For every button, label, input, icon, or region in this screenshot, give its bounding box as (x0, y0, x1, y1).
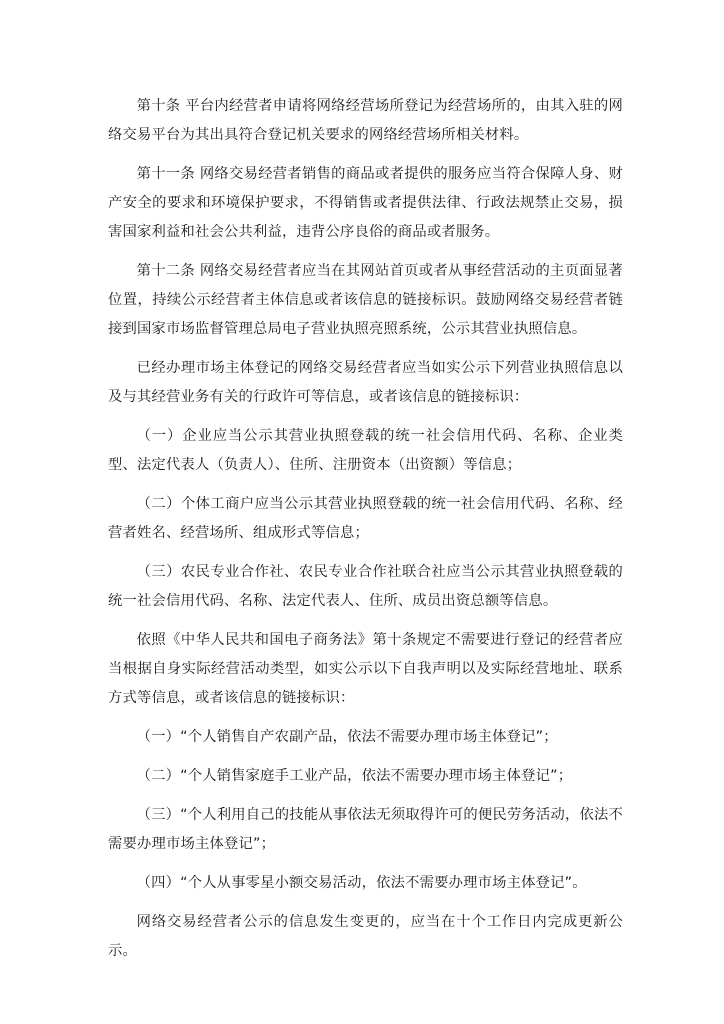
list-item-small-transactions: （四）“个人从事零星小额交易活动，依法不需要办理市场主体登记”。 (136, 875, 587, 891)
list-item-individual-business: （二）个体工商户应当公示其营业执照登载的统一社会信用代码、名称、经营者姓名、经营场所、组成形式等信息； (108, 496, 623, 541)
article-12-paragraph: 第十二条 网络交易经营者应当在其网站首页或者从事经营活动的主页面显著位置，持续公示经营者主体信息或者该信息的链接标识。鼓励网络交易经营者链接到国家市场监督管理总局电子营业执照亮照系统，公示其营业执照信息。 (108, 263, 623, 337)
registered-operator-paragraph: 已经办理市场主体登记的网络交易经营者应当如实公示下列营业执照信息以及与其经营业务有关的行政许可等信息，或者该信息的链接标识： (108, 360, 623, 405)
article-10-paragraph: 第十条 平台内经营者申请将网络经营场所登记为经营场所的，由其入驻的网络交易平台为其出具符合登记机关要求的网络经营场所相关材料。 (108, 98, 623, 143)
list-item-farm-products: （一）“个人销售自产农副产品，依法不需要办理市场主体登记”； (136, 729, 558, 745)
list-item-enterprise: （一）企业应当公示其营业执照登载的统一社会信用代码、名称、企业类型、法定代表人（负责人）、住所、注册资本（出资额）等信息； (108, 428, 623, 473)
list-item-labor-services: （三）“个人利用自己的技能从事依法无须取得许可的便民劳务活动，依法不需要办理市场主体登记”； (108, 807, 623, 852)
list-item-cooperative: （三）农民专业合作社、农民专业合作社联合社应当公示其营业执照登载的统一社会信用代码、名称、法定代表人、住所、成员出资总额等信息。 (108, 564, 623, 609)
unregistered-operator-paragraph: 依照《中华人民共和国电子商务法》第十条规定不需要进行登记的经营者应当根据自身实际经营活动类型，如实公示以下自我声明以及实际经营地址、联系方式等信息，或者该信息的链接标识： (108, 632, 623, 706)
update-disclosure-paragraph: 网络交易经营者公示的信息发生变更的，应当在十个工作日内完成更新公示。 (108, 914, 623, 959)
list-item-handicraft: （二）“个人销售家庭手工业产品，依法不需要办理市场主体登记”； (136, 768, 573, 784)
document-body (108, 92, 623, 966)
article-11-paragraph: 第十一条 网络交易经营者销售的商品或者提供的服务应当符合保障人身、财产安全的要求和环境保护要求，不得销售或者提供法律、行政法规禁止交易，损害国家利益和社会公共利益，违背公序良俗的商品或者服务。 (108, 166, 623, 240)
